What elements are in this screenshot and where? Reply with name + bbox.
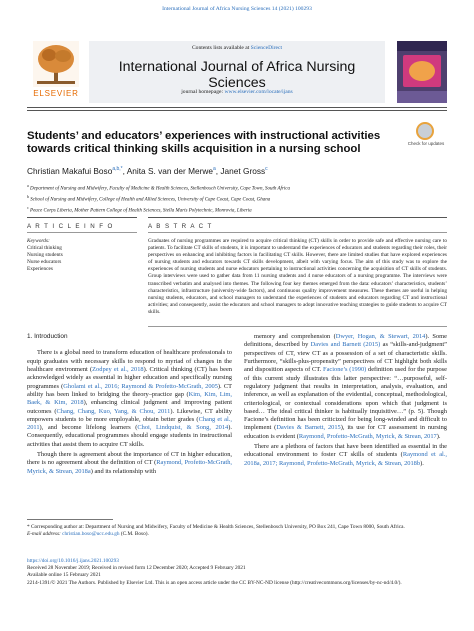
citation-link[interactable]: Davies and Barnett (2015): [310, 341, 381, 349]
abstract-subrule: [148, 232, 447, 233]
elsevier-logo: [27, 41, 85, 103]
header-rule: [27, 107, 447, 108]
paragraph-text: ). CT ability has been linked to bridging the theory–practice gap (: [27, 382, 233, 398]
article-history: [27, 558, 447, 587]
paragraph-text: Though there is agreement about the importance of CT in higher education, there is no agreement about the definition of CT (: [27, 451, 232, 467]
journal-header: [27, 41, 447, 103]
abstract-rule: [148, 217, 447, 218]
body-paragraph: [27, 451, 232, 476]
paragraph-text: ).: [436, 432, 441, 440]
keyword[interactable]: Critical thinking: [27, 244, 62, 251]
publisher-wordmark: ELSEVIER: [33, 89, 79, 98]
paragraph-text: ), and become lifelong learners (: [39, 424, 138, 432]
article-info-rule: [27, 217, 137, 218]
article-info-heading: A R T I C L E I N F O: [27, 223, 114, 230]
journal-banner: [89, 41, 385, 103]
contents-prefix: Contents lists available at: [191, 45, 251, 51]
keyword[interactable]: Nurse educators: [27, 258, 62, 265]
citation-link[interactable]: Davies & Barnett, 2015: [276, 424, 341, 432]
citation-link[interactable]: Raymond et al., 2018a, 2017; Raymond, Profetto-McGrath, Myrick, & Strean, 2018b: [244, 451, 447, 467]
journal-cover-thumbnail: [397, 41, 447, 103]
available-online: Available online 15 February 2021: [27, 572, 101, 579]
paragraph-text: memory and comprehension (: [254, 333, 336, 340]
email-link[interactable]: christian.boso@ucc.edu.gh: [62, 531, 120, 538]
body-column-left: [27, 333, 232, 476]
author[interactable]: Anita S. van der Merwe$^a$: [126, 166, 216, 176]
author[interactable]: Janet Gross$^c$: [220, 166, 268, 176]
journal-title: International Journal of Africa Nursing Sciences: [118, 59, 356, 91]
citation-link[interactable]: Raymond, Profetto-McGrath, Myrick, & Strean, 2018a: [27, 459, 232, 475]
citation-link[interactable]: Choi, Lindquist, & Song, 2014: [137, 424, 229, 432]
citation-link[interactable]: Chang, Chang, Kuo, Yang, & Chou, 2011: [56, 407, 171, 415]
paragraph-text: ). Some definitions, described by: [244, 333, 447, 349]
citation-link[interactable]: Zodpey et al., 2018: [92, 365, 144, 373]
check-updates-label: Check for updates: [407, 141, 445, 146]
sciencedirect-link[interactable]: ScienceDirect: [250, 45, 283, 51]
homepage-line: [89, 89, 385, 95]
body-paragraph: [244, 333, 447, 441]
paragraph-text: There is a global need to transform education of healthcare professionals to equip graduates with necessary skills to respond to myriad of changes in the healthcare environment (: [27, 349, 232, 373]
corresponding-author-note: * Corresponding author at: Department of Nursing and Midwifery, Faculty of Medicine & Health Sciences, Stellenbosch University, PO Box 241, Cape Town 8000, South Africa.: [27, 524, 405, 530]
affiliations: [27, 182, 447, 215]
affiliation: $^b$ School of Nursing and Midwifery, College of Health and Allied Sciences, University of Cape Coast, Cape Coast, Ghana: [27, 193, 271, 203]
license-note: 2214-1391/© 2021 The Authors. Published by Elsevier Ltd. This is an open access article under the CC BY-NC-ND license (http://creativecommons.org/licenses/by-nc-nd/4.0/).: [27, 579, 402, 586]
citation-link[interactable]: Facione’s (1990): [323, 366, 367, 374]
keywords-block: [27, 238, 137, 273]
journal-homepage-link[interactable]: www.elsevier.com/locate/ijans: [224, 89, 293, 95]
paragraph-text: There are a plethora of factors that have been identified as essential in the educational environment to foster CT skills of students (: [244, 443, 447, 459]
citation-link[interactable]: Chang et al., 2011: [27, 415, 232, 432]
keywords-label: Keywords:: [27, 238, 50, 244]
citation-link[interactable]: Kim, Kim, Lim, Baek, & Kim, 2018: [27, 390, 232, 407]
footnotes: [27, 524, 447, 539]
affiliation: $^a$ Department of Nursing and Midwifery, Faculty of Medicine & Health Sciences, Stellenbosch University, Cape Town, South Africa: [27, 183, 290, 192]
paragraph-text: definition used for the purpose of this current study illustrates this latter perspective: “…purposeful, self-regulatory judgment that results in interpretation, analysis, evaluation, and inference, as well as explanation of the evidential, conceptual, methodological, criteriological, or contextual considerations upon which that judgment is based… The ideal critical thinker is habitually inquisitive…” (p. 5). Though Facione’s definition has been criticized for being long-winded and difficult to implement (: [244, 366, 447, 432]
contents-line: [89, 45, 385, 51]
paragraph-text: ). Critical thinking (CT) has been acknowledged widely as essential in higher education and specifically nursing programmes (: [27, 365, 232, 390]
article-info-subrule: [27, 232, 137, 233]
check-updates-icon: [416, 122, 434, 140]
citation-link[interactable]: Dwyer, Hogan, & Stewart, 2014: [335, 333, 426, 340]
homepage-prefix: journal homepage:: [181, 89, 225, 95]
paragraph-text: ). Consequently, educational programmes should engage students in instructional activities that assist them to acquire CT skills.: [27, 424, 232, 448]
elsevier-tree-icon: [33, 41, 79, 87]
header-rule-secondary: [27, 110, 447, 111]
paragraph-text: ), enhancing clinical judgment and improving patient outcomes (: [27, 399, 233, 415]
affiliation: $^c$ Peace Corps Liberia, Mother Pattern College of Health Sciences, Stella Maris Polytechnic, Monrovia, Liberia: [27, 204, 252, 214]
paragraph-text: as “skills-and-judgment” perspectives of CT, view CT as a possession of a set of characteristic skills. Furthermore, “skills-plus-propensity” perspectives of CT highlight both skills and disposition aspects of CT.: [244, 341, 448, 374]
journal-citation-line[interactable]: International Journal of Africa Nursing Sciences 14 (2021) 100293: [162, 6, 312, 12]
author-list: Christian Makafui Boso$^{a,b,*}$, Anita S. van der Merwe$^a$, Janet Gross$^c$: [27, 166, 268, 176]
footnote-rule: [27, 519, 113, 520]
abstract-end-rule: [148, 326, 447, 327]
email-note: E-mail address: christian.boso@ucc.edu.gh (C.M. Boso).: [27, 531, 149, 538]
received-dates: Received 28 November 2019; Received in revised form 12 December 2020; Accepted 9 February 2021: [27, 565, 246, 572]
paragraph-text: ), its use for CT assessment in nursing education is evident (: [244, 424, 448, 440]
paragraph-text: ) and its relationship with: [90, 467, 157, 475]
check-for-updates-badge[interactable]: [404, 122, 448, 148]
article-title: Students’ and educators’ experiences with instructional activities towards critical thinking skills acquisition in a nursing school: [27, 130, 381, 155]
body-column-right: [244, 333, 447, 468]
author[interactable]: Christian Makafui Boso$^{a,b,*}$: [27, 166, 123, 176]
paragraph-text: ). Likewise, CT ability empowers students to be more employable, obtain better grades (: [27, 407, 233, 423]
body-paragraph: [244, 443, 447, 468]
body-paragraph: [27, 349, 232, 449]
abstract-heading: A B S T R A C T: [148, 223, 213, 230]
section-heading-introduction: 1. Introduction: [27, 333, 68, 340]
keyword[interactable]: Nursing students: [27, 251, 63, 258]
keyword[interactable]: Experiences: [27, 265, 53, 272]
citation-link[interactable]: Gholami et al., 2016; Raymond & Profetto-McGrath, 2005: [63, 382, 218, 390]
abstract-text: Graduates of nursing programmes are required to acquire critical thinking (CT) skills in order to provide safe and effective nursing care to patients. To facilitate CT skills of students, it is important to understand the experiences of educators and students regarding their roles, their perspectives on enhancing and inhibiting factors in facilitating CT skills. However, there are limited studies that have explored experiences of nursing students and educators towards CT skills development, albeit with varying focus. The aim of this study was to explore the experiences of nursing students and nurse educators pertaining to instructional activities concerning the acquisition of CT skills of students. Group interviews were used to gather data from 11 nursing students and 4 nurse educators of a nursing programme. The interviews were transcribed verbatim and analysed into themes. The following four key themes emerged from the data: educators’ characteristics, students’ characteristics, infrastructure (university-wide factors), and continuous quality improvement measures. These themes are useful in helping nursing students, educators, and school managers to understand the experiences of students and educators regarding CT and instructional activities; and consequently, assist the educators and school managers to adopt innovative teaching strategies to guide students to acquire CT skills.: [148, 238, 447, 315]
paragraph-text: ).: [420, 459, 424, 467]
citation-link[interactable]: Raymond, Profetto-McGrath, Myrick, & Strean, 2017: [298, 432, 437, 440]
doi-link[interactable]: https://doi.org/10.1016/j.ijans.2021.100293: [27, 558, 119, 564]
